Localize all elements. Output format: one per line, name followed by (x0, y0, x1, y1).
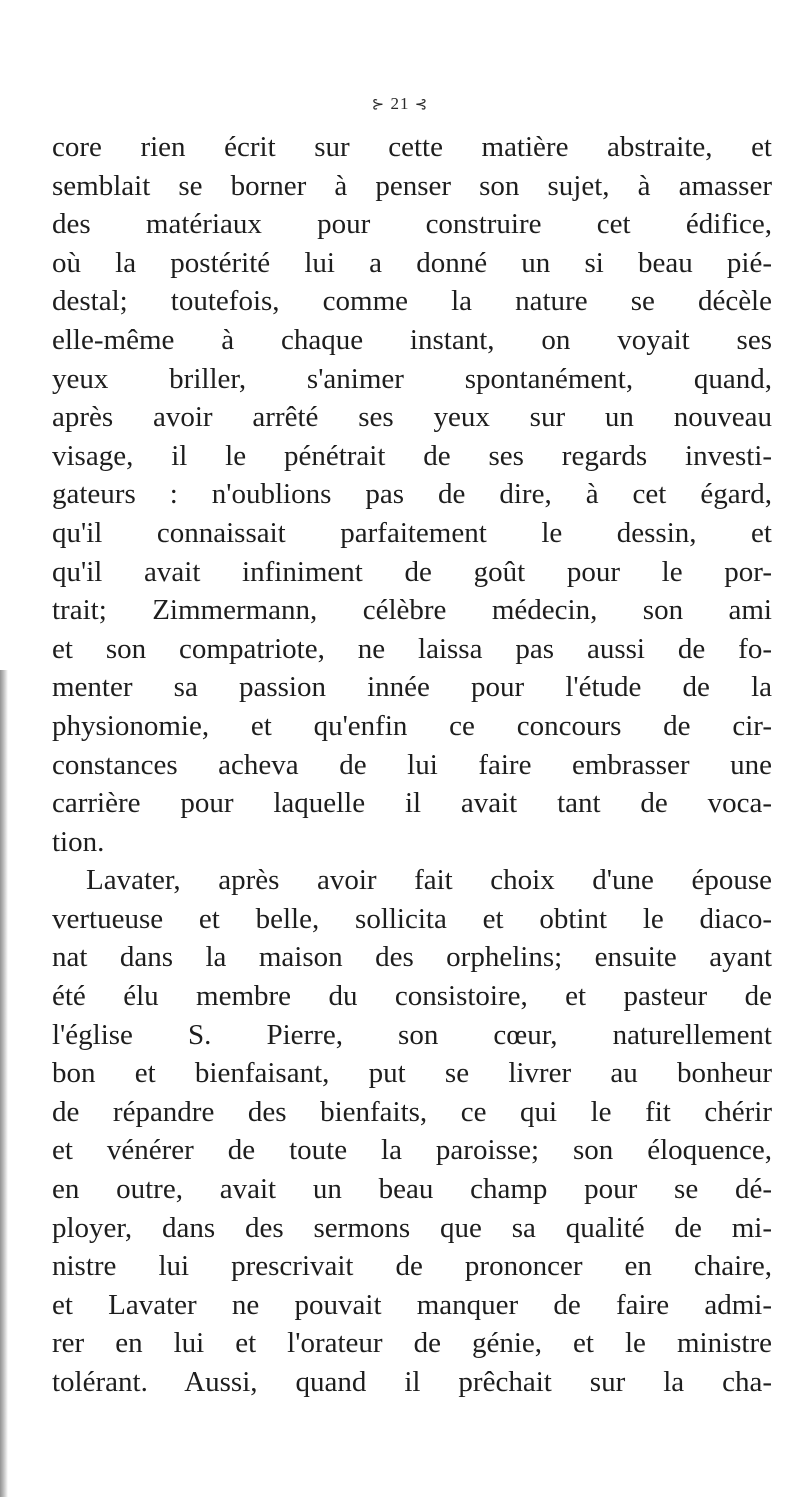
text-line: Lavater, après avoir fait choix d'une épouse (86, 864, 772, 897)
body-text (52, 128, 772, 1402)
ornament-right: ⊰ (414, 97, 429, 113)
text-line: core rien écrit sur cette matière abstraite, et (52, 131, 772, 163)
text-line: destal; toutefois, comme la nature se décèle (52, 285, 772, 318)
text-line: semblait se borner à penser son sujet, à amasser (52, 169, 772, 202)
text-line: de répandre des bienfaits, ce qui le fit chérir (52, 1095, 772, 1128)
text-line: qu'il avait infiniment de goût pour le por- (52, 555, 772, 588)
text-line: après avoir arrêté ses yeux sur un nouveau (52, 401, 772, 434)
ornament-left: ⊱ (371, 97, 386, 113)
page-header (0, 94, 800, 114)
page-number: 21 (390, 94, 410, 113)
text-line: l'église S. Pierre, son cœur, naturellement (52, 1018, 772, 1051)
text-line: bon et bienfaisant, put se livrer au bonheur (52, 1057, 772, 1090)
text-line: physionomie, et qu'enfin ce concours de cir- (52, 709, 772, 742)
text-line: visage, il le pénétrait de ses regards investi- (52, 439, 772, 472)
text-line: gateurs : n'oublions pas de dire, à cet égard, (52, 478, 772, 511)
text-line: vertueuse et belle, sollicita et obtint le diaco- (52, 902, 772, 935)
text-line: qu'il connaissait parfaitement le dessin, et (52, 516, 772, 549)
text-line: tolérant. Aussi, quand il prêchait sur la cha- (52, 1366, 772, 1398)
text-line: et Lavater ne pouvait manquer de faire admi- (52, 1288, 772, 1321)
text-line: constances acheva de lui faire embrasser une (52, 748, 772, 781)
text-line: trait; Zimmermann, célèbre médecin, son ami (52, 594, 772, 627)
text-line: tion. (52, 825, 105, 858)
text-line: ployer, dans des sermons que sa qualité de mi- (52, 1211, 772, 1244)
text-line: rer en lui et l'orateur de génie, et le ministre (52, 1327, 772, 1360)
text-line: des matériaux pour construire cet édifice, (52, 208, 772, 241)
text-line: menter sa passion innée pour l'étude de la (52, 671, 772, 704)
page-binding-shadow (0, 670, 8, 1497)
text-line: yeux briller, s'animer spontanément, quand, (52, 362, 772, 395)
text-line: et son compatriote, ne laissa pas aussi de fo- (52, 632, 772, 665)
text-line: et vénérer de toute la paroisse; son éloquence, (52, 1134, 772, 1167)
text-line: nat dans la maison des orphelins; ensuite ayant (52, 941, 772, 974)
text-line: en outre, avait un beau champ pour se dé- (52, 1173, 772, 1206)
text-line: été élu membre du consistoire, et pasteur de (52, 980, 772, 1013)
text-line: elle-même à chaque instant, on voyait ses (52, 323, 772, 356)
text-line: où la postérité lui a donné un si beau pié- (52, 246, 772, 279)
text-line: nistre lui prescrivait de prononcer en chaire, (52, 1250, 772, 1283)
text-line: carrière pour laquelle il avait tant de voca- (52, 787, 772, 820)
